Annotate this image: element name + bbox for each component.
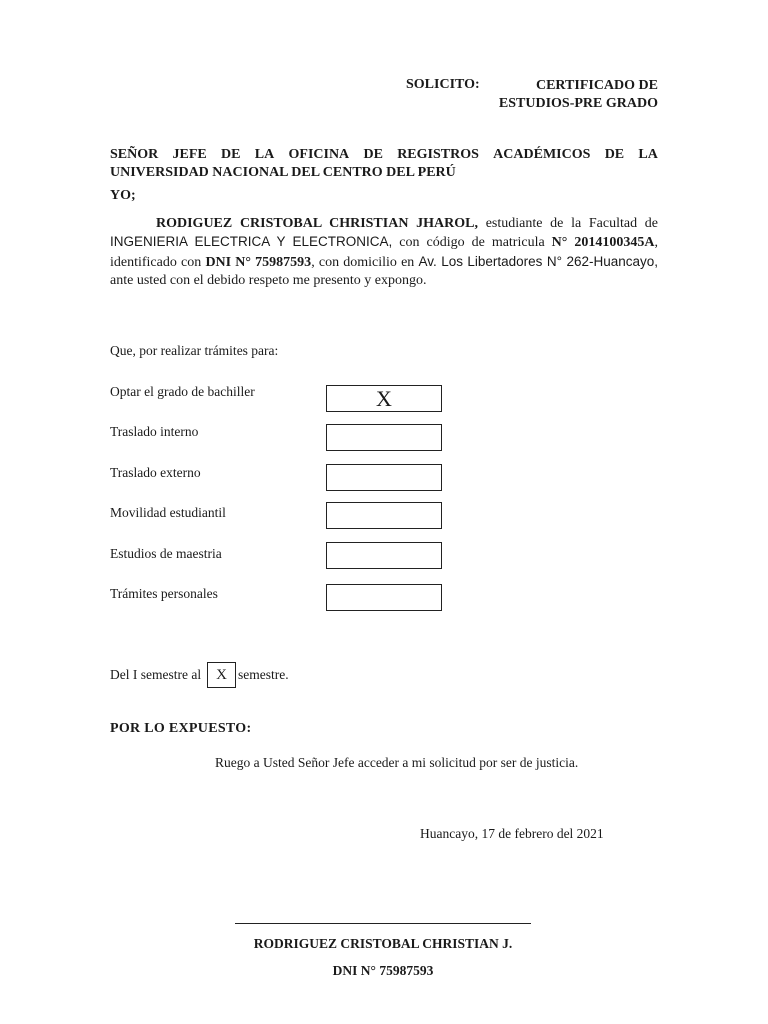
request-sentence: Ruego a Usted Señor Jefe acceder a mi solicitud por ser de justicia. — [215, 755, 579, 770]
student-name: RODIGUEZ CRISTOBAL CHRISTIAN JHAROL, — [156, 216, 478, 231]
option-box-tramites-personales[interactable] — [326, 584, 442, 611]
addressee-word: LA — [254, 147, 275, 162]
option-box-bachiller[interactable]: X — [326, 385, 442, 412]
addressee-word: ACADÉMICOS — [493, 147, 591, 162]
addressee-word: DE — [363, 147, 383, 162]
signature-dni: DNI N° 75987593 — [332, 963, 434, 978]
body-text: , identificado con — [110, 235, 658, 270]
addressee-word: REGISTROS — [397, 147, 479, 162]
option-box-traslado-interno[interactable] — [326, 424, 442, 451]
option-label-maestria: Estudios de maestria — [110, 546, 222, 561]
addressee-line-2: UNIVERSIDAD NACIONAL DEL CENTRO DEL PERÚ — [110, 165, 456, 180]
solicito-line-1: CERTIFICADO DE — [535, 78, 658, 93]
option-label-traslado-externo: Traslado externo — [110, 465, 201, 480]
option-box-maestria[interactable] — [326, 542, 442, 569]
addressee-word: LA — [638, 147, 658, 162]
option-label-movilidad: Movilidad estudiantil — [110, 505, 226, 520]
yo-label: YO; — [110, 188, 136, 203]
semester-text-before: Del I semestre al — [110, 667, 202, 682]
addressee-line-1 — [110, 146, 658, 164]
semester-box[interactable]: X — [207, 662, 236, 688]
body-text: ante usted con el debido respeto me presento y expongo. — [110, 272, 427, 288]
body-text: con código de matricula — [392, 235, 552, 251]
addressee-word: DE — [604, 147, 625, 162]
addressee — [110, 146, 658, 182]
option-box-traslado-externo[interactable] — [326, 464, 442, 491]
por-lo-expuesto-heading: POR LO EXPUESTO: — [110, 721, 252, 736]
addressee-word: DE — [221, 147, 241, 162]
signature-line — [235, 923, 531, 924]
signature-name: RODRIGUEZ CRISTOBAL CHRISTIAN J. — [253, 936, 513, 951]
option-label-tramites-personales: Trámites personales — [110, 586, 218, 601]
solicito-label: SOLICITO: — [406, 77, 480, 92]
body-text: estudiante de la Facultad de — [477, 216, 658, 231]
option-box-movilidad[interactable] — [326, 502, 442, 529]
addressee-word: JEFE — [172, 147, 207, 162]
procedures-intro: Que, por realizar trámites para: — [110, 343, 279, 358]
body-text: , con domicilio en — [311, 254, 419, 270]
solicito-line-2: ESTUDIOS-PRE GRADO — [498, 96, 658, 111]
option-label-traslado-interno: Traslado interno — [110, 424, 199, 439]
solicito-value — [496, 77, 658, 113]
body-paragraph — [110, 215, 658, 290]
place-date: Huancayo, 17 de febrero del 2021 — [420, 826, 604, 841]
student-address: Av. Los Libertadores N° 262-Huancayo, — [418, 253, 658, 269]
option-label-bachiller: Optar el grado de bachiller — [110, 384, 255, 399]
student-code: N° 2014100345A — [551, 235, 655, 251]
addressee-word: OFICINA — [288, 147, 350, 162]
student-dni: DNI N° 75987593 — [205, 254, 312, 270]
faculty-name: INGENIERIA ELECTRICA Y ELECTRONICA, — [110, 234, 393, 250]
semester-text-after: semestre. — [238, 667, 289, 682]
addressee-word: SEÑOR — [110, 147, 159, 162]
